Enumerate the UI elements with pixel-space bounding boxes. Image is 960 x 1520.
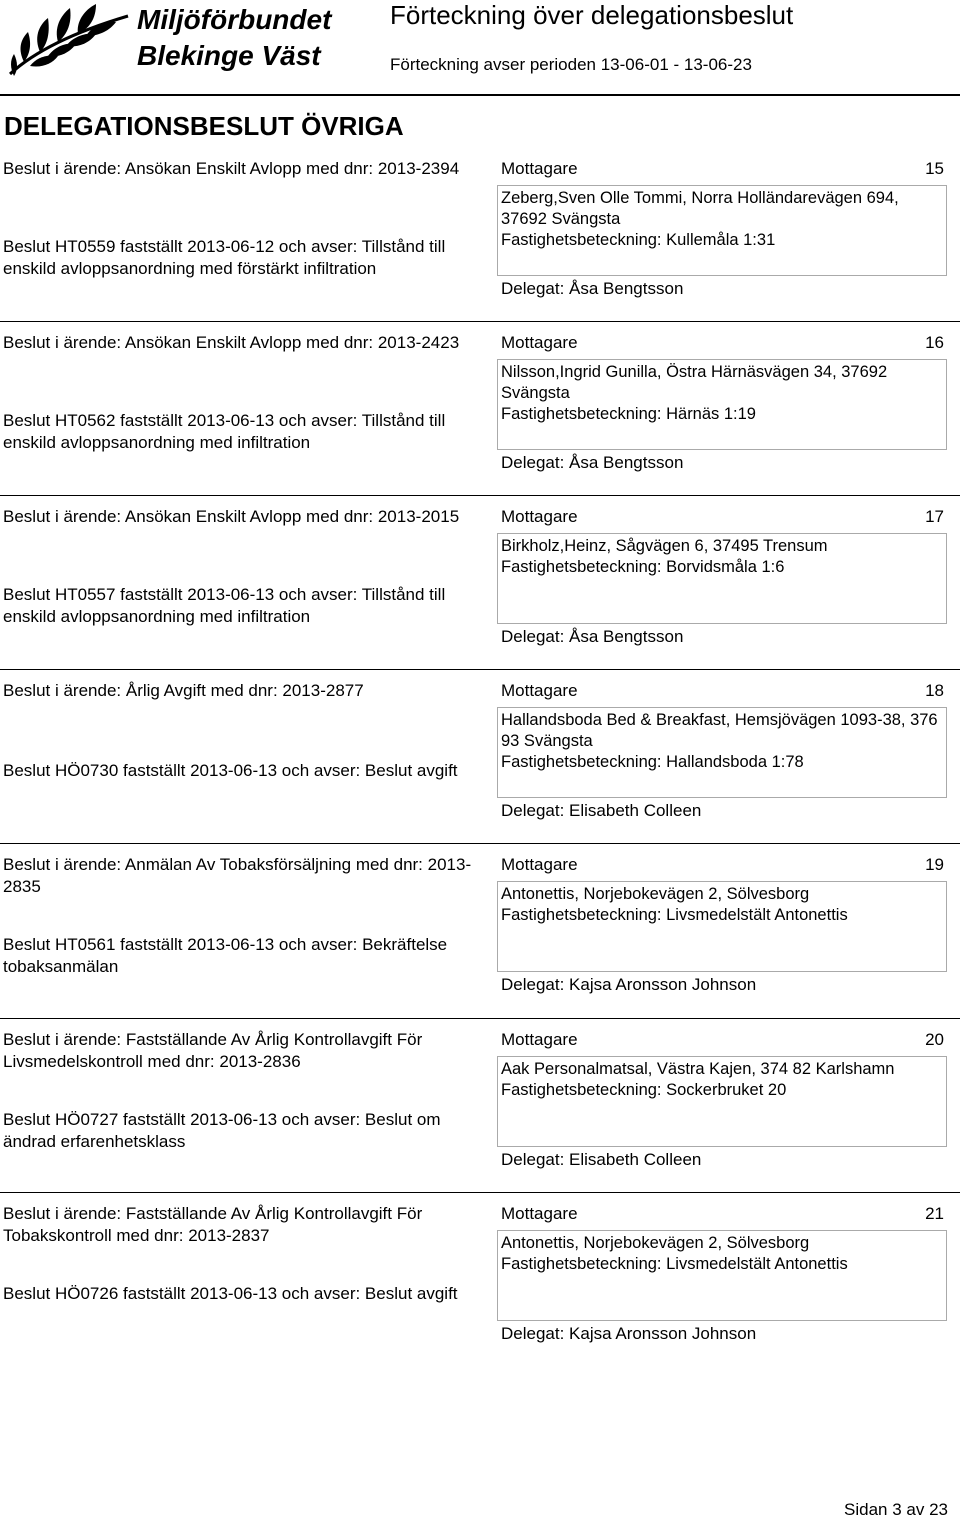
page-header <box>0 0 960 95</box>
property-designation: Fastighetsbeteckning: Härnäs 1:19 <box>501 405 756 423</box>
decision-details <box>3 332 483 452</box>
recipient-box <box>497 881 947 972</box>
case-subject: Beslut i ärende: Fastställande Av Årlig Kontrollavgift För Tobakskontroll med dnr: 2013-2837 <box>3 1204 423 1245</box>
decision-text: Beslut HT0557 fastställt 2013-06-13 och avser: Tillstånd till enskild avloppsanordning med infiltration <box>3 585 446 626</box>
entry-number: 19 <box>925 855 944 874</box>
recipient-name: Zeberg,Sven Olle Tommi, Norra Holländarevägen 694, 37692 Svängsta <box>501 189 899 228</box>
recipient-name: Nilsson,Ingrid Gunilla, Östra Härnäsvägen 34, 37692 Svängsta <box>501 363 888 402</box>
decision-text: Beslut HÖ0730 fastställt 2013-06-13 och avser: Beslut avgift <box>3 761 458 780</box>
recipient-panel <box>501 854 948 994</box>
org-name-line1: Miljöförbundet <box>137 4 332 35</box>
delegate: Delegat: Kajsa Aronsson Johnson <box>501 975 757 994</box>
entry-number: 17 <box>925 507 944 526</box>
recipient-panel <box>501 506 948 646</box>
recipient-panel <box>501 332 948 472</box>
decision-details <box>3 1203 483 1303</box>
mottagare-label: Mottagare <box>501 1030 578 1049</box>
case-subject: Beslut i ärende: Ansökan Enskilt Avlopp med dnr: 2013-2015 <box>3 507 460 526</box>
header-divider <box>0 94 960 96</box>
entry-number: 16 <box>925 333 944 352</box>
mottagare-label: Mottagare <box>501 507 578 526</box>
mottagare-label: Mottagare <box>501 333 578 352</box>
case-subject: Beslut i ärende: Fastställande Av Årlig Kontrollavgift För Livsmedelskontroll med dnr: 2013-2836 <box>3 1030 423 1071</box>
property-designation: Fastighetsbeteckning: Borvidsmåla 1:6 <box>501 558 785 576</box>
recipient-panel <box>501 680 948 820</box>
recipient-box <box>497 1230 947 1321</box>
recipient-box <box>497 533 947 624</box>
entry-divider <box>0 1018 960 1019</box>
recipient-name: Antonettis, Norjebokevägen 2, Sölvesborg <box>501 885 810 903</box>
delegate: Delegat: Åsa Bengtsson <box>501 279 684 298</box>
mottagare-label: Mottagare <box>501 681 578 700</box>
decision-details <box>3 506 483 626</box>
case-subject: Beslut i ärende: Ansökan Enskilt Avlopp med dnr: 2013-2394 <box>3 159 460 178</box>
case-subject: Beslut i ärende: Årlig Avgift med dnr: 2013-2877 <box>3 681 364 700</box>
section-title: DELEGATIONSBESLUT ÖVRIGA <box>4 111 404 141</box>
entry-number: 20 <box>925 1030 944 1049</box>
decision-details <box>3 680 483 780</box>
mottagare-label: Mottagare <box>501 1204 578 1223</box>
entry-divider <box>0 669 960 670</box>
decision-details <box>3 854 483 976</box>
recipient-box <box>497 1056 947 1147</box>
case-subject: Beslut i ärende: Ansökan Enskilt Avlopp med dnr: 2013-2423 <box>3 333 460 352</box>
entry-divider <box>0 321 960 322</box>
laurel-icon <box>4 2 132 80</box>
entry-number: 18 <box>925 681 944 700</box>
delegate: Delegat: Elisabeth Colleen <box>501 1150 702 1169</box>
entry-number: 21 <box>925 1204 944 1223</box>
period-subtitle: Förteckning avser perioden 13-06-01 - 13-06-23 <box>390 55 752 74</box>
recipient-panel <box>501 158 948 298</box>
org-name-line2: Blekinge Väst <box>137 40 321 71</box>
case-subject: Beslut i ärende: Anmälan Av Tobaksförsäljning med dnr: 2013-2835 <box>3 855 472 896</box>
property-designation: Fastighetsbeteckning: Livsmedelstält Antonettis <box>501 906 848 924</box>
delegate: Delegat: Åsa Bengtsson <box>501 627 684 646</box>
recipient-panel <box>501 1203 948 1343</box>
recipient-box <box>497 707 947 798</box>
recipient-box <box>497 359 947 450</box>
entry-number: 15 <box>925 159 944 178</box>
entry-divider <box>0 1192 960 1193</box>
delegate: Delegat: Kajsa Aronsson Johnson <box>501 1324 757 1343</box>
decision-text: Beslut HT0561 fastställt 2013-06-13 och avser: Bekräftelse tobaksanmälan <box>3 935 448 976</box>
org-logo <box>0 0 365 82</box>
property-designation: Fastighetsbeteckning: Kullemåla 1:31 <box>501 231 776 249</box>
recipient-panel <box>501 1029 948 1169</box>
document-title: Förteckning över delegationsbeslut <box>390 0 794 30</box>
decision-details <box>3 1029 483 1151</box>
recipient-box <box>497 185 947 276</box>
recipient-name: Birkholz,Heinz, Sågvägen 6, 37495 Trensum <box>501 537 828 555</box>
decision-details <box>3 158 483 278</box>
decision-text: Beslut HÖ0726 fastställt 2013-06-13 och avser: Beslut avgift <box>3 1284 458 1303</box>
decision-text: Beslut HT0562 fastställt 2013-06-13 och avser: Tillstånd till enskild avloppsanordning med infiltration <box>3 411 446 452</box>
mottagare-label: Mottagare <box>501 855 578 874</box>
property-designation: Fastighetsbeteckning: Livsmedelstält Antonettis <box>501 1255 848 1273</box>
recipient-name: Aak Personalmatsal, Västra Kajen, 374 82 Karlshamn <box>501 1060 895 1078</box>
entry-divider <box>0 843 960 844</box>
property-designation: Fastighetsbeteckning: Sockerbruket 20 <box>501 1081 787 1099</box>
delegate: Delegat: Åsa Bengtsson <box>501 453 684 472</box>
page-number: Sidan 3 av 23 <box>844 1500 948 1519</box>
property-designation: Fastighetsbeteckning: Hallandsboda 1:78 <box>501 753 804 771</box>
decision-text: Beslut HÖ0727 fastställt 2013-06-13 och avser: Beslut om ändrad erfarenhetsklass <box>3 1110 441 1151</box>
mottagare-label: Mottagare <box>501 159 578 178</box>
entry-divider <box>0 495 960 496</box>
decision-text: Beslut HT0559 fastställt 2013-06-12 och avser: Tillstånd till enskild avloppsanordning med förstärkt infiltration <box>3 237 446 278</box>
recipient-name: Antonettis, Norjebokevägen 2, Sölvesborg <box>501 1234 810 1252</box>
delegate: Delegat: Elisabeth Colleen <box>501 801 702 820</box>
recipient-name: Hallandsboda Bed & Breakfast, Hemsjövägen 1093-38, 376 93 Svängsta <box>501 711 938 750</box>
